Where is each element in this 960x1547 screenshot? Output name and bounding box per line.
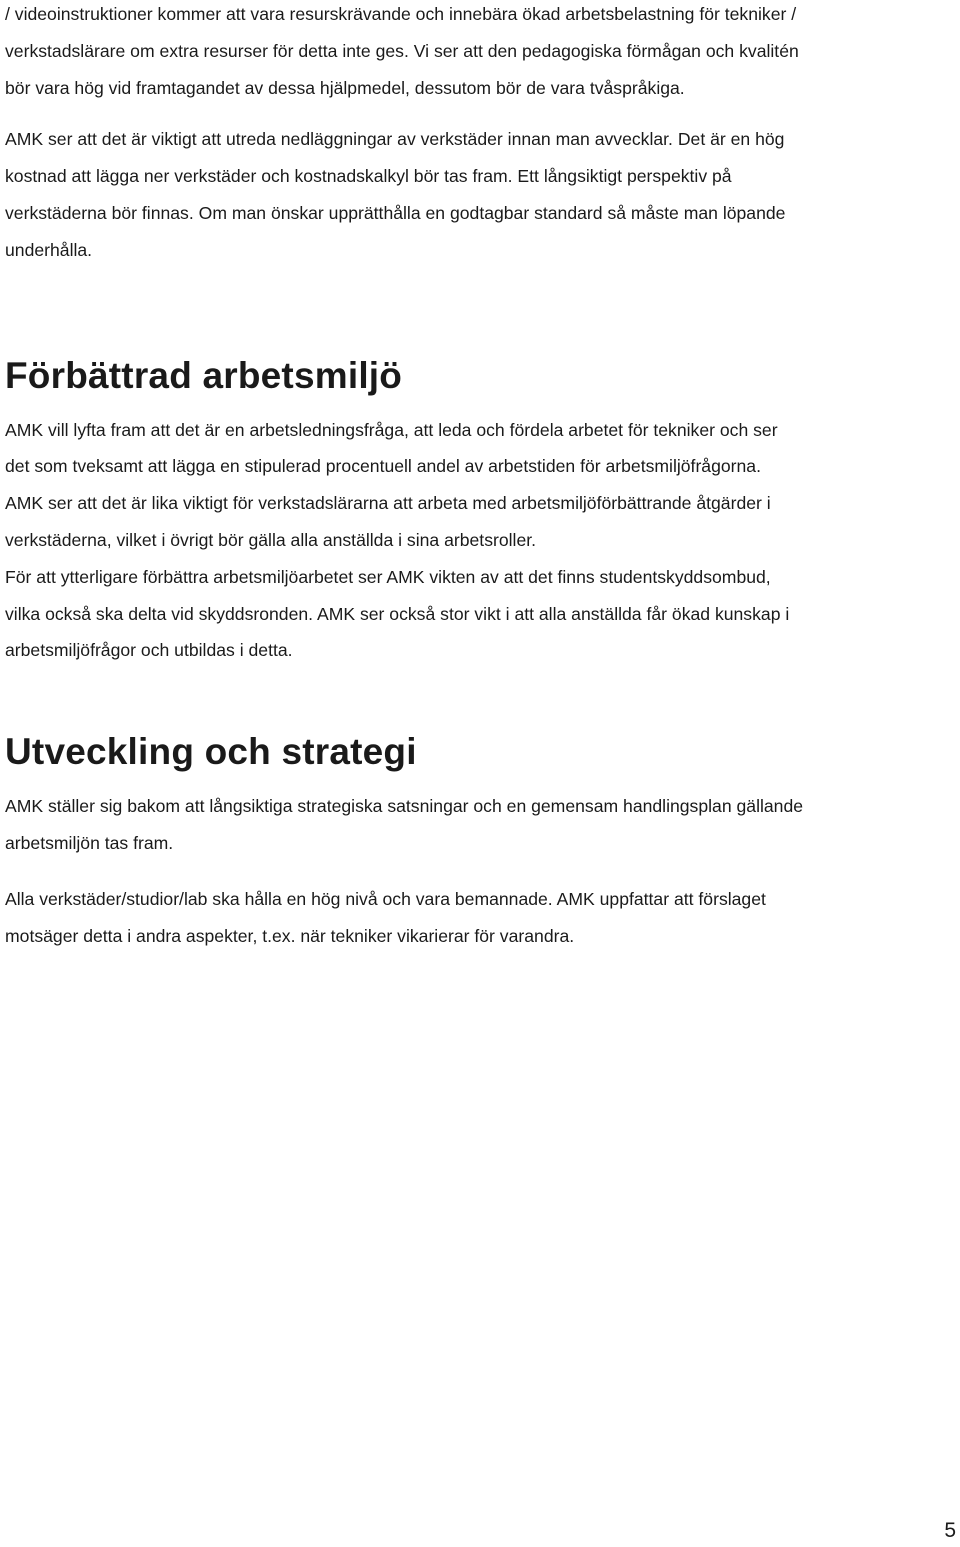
section-heading-arbetsmiljo: Förbättrad arbetsmiljö (5, 354, 403, 396)
text-line: vilka också ska delta vid skyddsronden. AMK ser också stor vikt i att alla anställda får ökad kunskap i (5, 603, 790, 624)
paragraph-arbetsledningsfraga (5, 412, 960, 486)
paragraph-videoinstruktioner (5, 0, 960, 106)
text-line: AMK ställer sig bakom att långsiktiga strategiska satsningar och en gemensam handlingsplan gällande (5, 796, 804, 817)
text-line: arbetsmiljön tas fram. (5, 832, 174, 853)
paragraph-verkstadslararna (5, 485, 960, 559)
page-content (5, 0, 960, 954)
text-line: AMK ser att det är viktigt att utreda nedläggningar av verkstäder innan man avvecklar. Det är en hög (5, 129, 785, 150)
text-line: För att ytterligare förbättra arbetsmiljöarbetet ser AMK vikten av att det finns studentskyddsombud, (5, 566, 771, 587)
text-line: det som tveksamt att lägga en stipulerad procentuell andel av arbetstiden för arbetsmiljöfrågorna. (5, 456, 761, 477)
paragraph-handlingsplan (5, 788, 960, 862)
text-line: verkstäderna, vilket i övrigt bör gälla alla anställda i sina arbetsroller. (5, 529, 537, 550)
paragraph-studentskyddsombud (5, 559, 960, 669)
text-line: AMK ser att det är lika viktigt för verkstadslärarna att arbeta med arbetsmiljöförbättrande åtgärder i (5, 493, 771, 514)
text-line: arbetsmiljöfrågor och utbildas i detta. (5, 640, 293, 661)
text-line: underhålla. (5, 239, 93, 260)
text-line: kostnad att lägga ner verkstäder och kostnadskalkyl bör tas fram. Ett långsiktigt perspektiv på (5, 166, 732, 187)
paragraph-nedlaggningar (5, 121, 960, 268)
text-line: AMK vill lyfta fram att det är en arbetsledningsfråga, att leda och fördela arbetet för tekniker och ser (5, 419, 778, 440)
text-line: motsäger detta i andra aspekter, t.ex. när tekniker vikarierar för varandra. (5, 925, 575, 946)
text-line: / videoinstruktioner kommer att vara resurskrävande och innebära ökad arbetsbelastning för tekniker / (5, 4, 797, 24)
paragraph-bemannade (5, 881, 960, 955)
text-line: verkstadslärare om extra resurser för detta inte ges. Vi ser att den pedagogiska förmågan och kvalitén (5, 40, 799, 61)
text-line: Alla verkstäder/studior/lab ska hålla en hög nivå och vara bemannade. AMK uppfattar att förslaget (5, 888, 766, 909)
text-line: bör vara hög vid framtagandet av dessa hjälpmedel, dessutom bör de vara tvåspråkiga. (5, 77, 685, 98)
section-heading-strategi: Utveckling och strategi (5, 731, 417, 773)
text-line: verkstäderna bör finnas. Om man önskar upprätthålla en godtagbar standard så måste man löpande (5, 202, 786, 223)
page-number: 5 (944, 1519, 956, 1542)
